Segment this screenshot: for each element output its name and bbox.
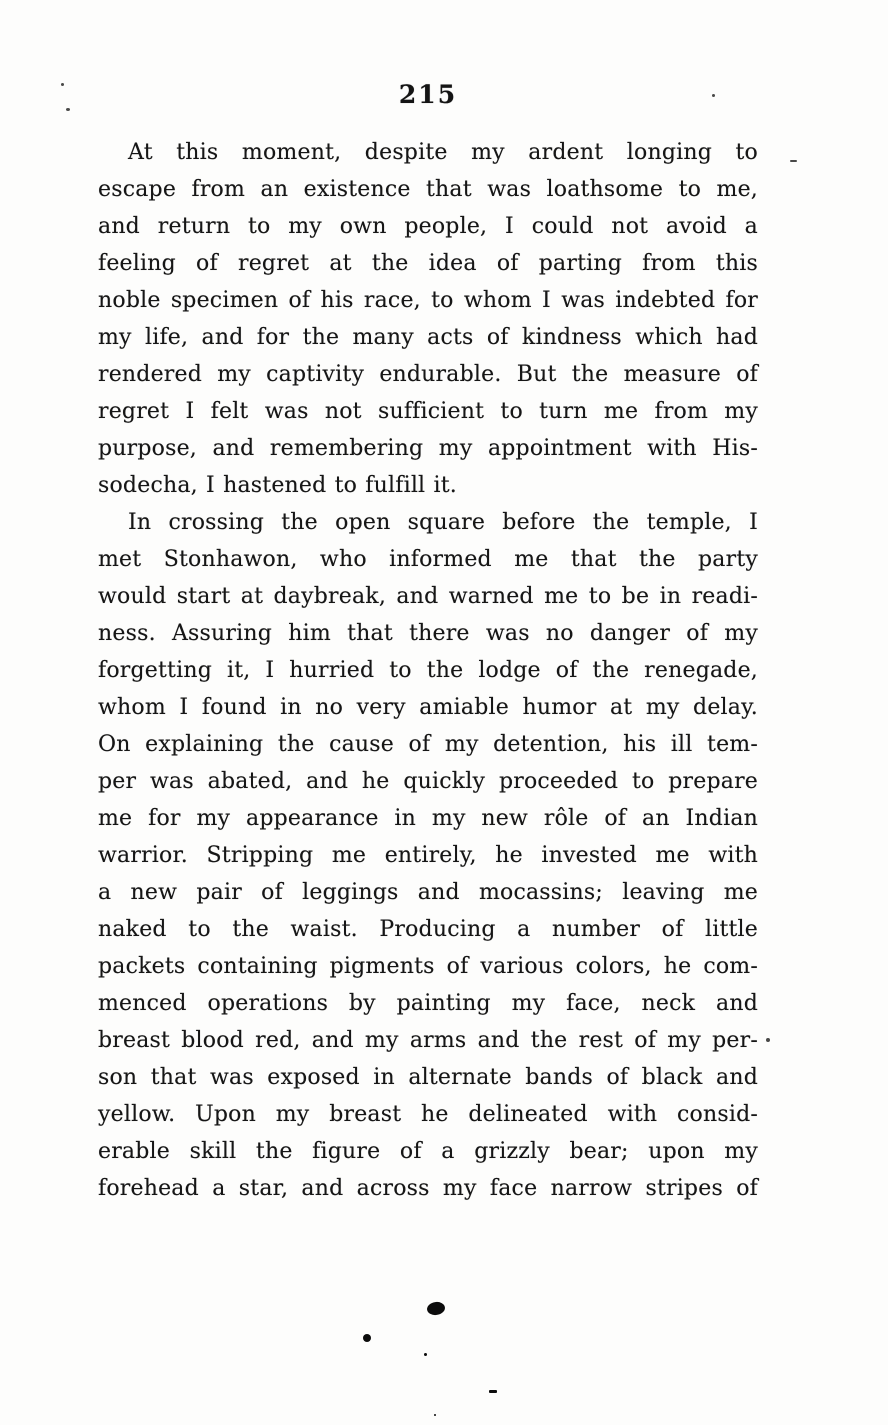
ink-speck (66, 108, 70, 111)
ink-speck (424, 1353, 427, 1356)
text-line: warrior. Stripping me entirely, he invested me with (98, 843, 758, 868)
text-line: purpose, and remembering my appointment with His- (98, 436, 758, 461)
text-line: son that was exposed in alternate bands of black and (98, 1065, 758, 1090)
text-line: escape from an existence that was loathsome to me, (98, 177, 758, 202)
text-line: naked to the waist. Producing a number of little (98, 917, 758, 942)
ink-speck (766, 1038, 770, 1042)
text-line: feeling of regret at the idea of parting from this (98, 251, 758, 276)
text-line: On explaining the cause of my detention, his ill tem- (98, 732, 758, 757)
text-line: noble specimen of his race, to whom I was indebted for (98, 288, 758, 313)
text-line: met Stonhawon, who informed me that the party (98, 547, 758, 572)
text-line: regret I felt was not sufficient to turn me from my (98, 399, 758, 424)
text-line: per was abated, and he quickly proceeded to prepare (98, 769, 758, 794)
text-line: yellow. Upon my breast he delineated with consid- (98, 1102, 758, 1127)
body-text (98, 134, 758, 1207)
text-line: In crossing the open square before the temple, I (128, 510, 758, 535)
text-line: forgetting it, I hurried to the lodge of the renegade, (98, 658, 758, 683)
text-line: packets containing pigments of various colors, he com- (98, 954, 758, 979)
text-line: erable skill the figure of a grizzly bear; upon my (98, 1139, 758, 1164)
text-line: rendered my captivity endurable. But the measure of (98, 362, 758, 387)
text-line: forehead a star, and across my face narrow stripes of (98, 1176, 758, 1201)
text-line: breast blood red, and my arms and the rest of my per- (98, 1028, 758, 1053)
text-line: ness. Assuring him that there was no danger of my (98, 621, 758, 646)
paragraph (98, 134, 758, 504)
ink-speck (790, 160, 797, 162)
text-line: At this moment, despite my ardent longing to (128, 140, 758, 165)
text-line: would start at daybreak, and warned me to be in readi- (98, 584, 758, 609)
text-line: whom I found in no very amiable humor at my delay. (98, 695, 758, 720)
text-line: a new pair of leggings and mocassins; leaving me (98, 880, 758, 905)
text-line: my life, and for the many acts of kindness which had (98, 325, 758, 350)
ink-speck (61, 83, 64, 86)
text-line: menced operations by painting my face, neck and (98, 991, 758, 1016)
text-line: sodecha, I hastened to fulfill it. (98, 473, 457, 498)
paragraph (98, 504, 758, 1207)
ink-speck (489, 1390, 497, 1393)
ink-speck (434, 1414, 436, 1416)
text-line: and return to my own people, I could not avoid a (98, 214, 758, 239)
ink-speck (363, 1334, 371, 1342)
text-line: me for my appearance in my new rôle of an Indian (98, 806, 758, 831)
page-number: 215 (398, 80, 458, 109)
ink-speck (712, 94, 715, 97)
ink-blot (426, 1301, 446, 1316)
